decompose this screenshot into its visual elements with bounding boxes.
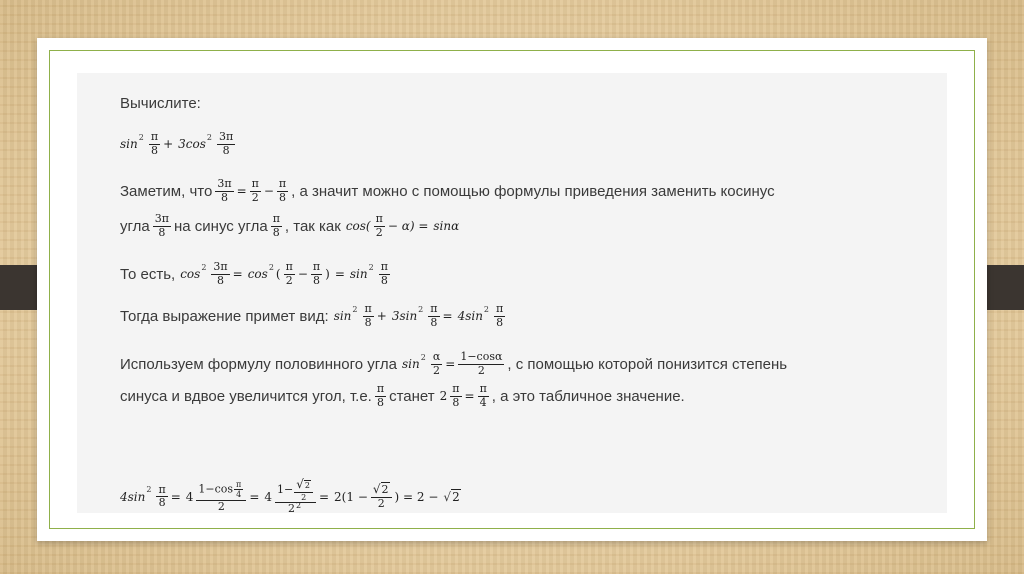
then-line: Тогда выражение примет вид: sin 2 $\frac{\pi}{8}$ + 3sin 2 $\frac{\pi}{8}$ = 4sin 2 $\frac{\pi}{8}$ — [120, 302, 504, 329]
plus-op: + — [163, 137, 174, 152]
slide — [37, 38, 987, 541]
calc-label: Вычислите: — [120, 95, 201, 112]
final-computation: 4sin 2 $\frac{\pi}{8}$ = 4 1−cos $\frac{\pi}{4}$ 2 = 4 1− $\frac{√2}{2}$ $2^2$ = 2(1 − $\frac{√2}{2}$ ) = 2 − √ 2 — [120, 477, 460, 515]
cos-fn: 3cos — [178, 137, 206, 152]
exp: 2 — [138, 132, 144, 142]
fraction-3pi-8: $\frac{3\pi}{8}$ — [218, 130, 234, 157]
note-line-1: Заметим, что $\frac{3\pi}{8}$ = $\frac{\pi}{2}$ − $\frac{\pi}{8}$ , а значит можно с помощью формулы приведения заменить косинус — [120, 177, 775, 204]
note-line-2: угла $\frac{3\pi}{8}$ на синус угла $\frac{\pi}{8}$ , так как cos( $\frac{\pi}{2}$ − α) = sinα — [120, 212, 460, 239]
heading-calc — [120, 95, 201, 112]
half-angle-line-2: синуса и вдвое увеличится угол, т.е. $\frac{\pi}{8}$ станет 2 $\frac{\pi}{8}$ = $\frac{\pi}{4}$ , а это табличное значение. — [120, 382, 685, 409]
sin-fn: sin — [120, 137, 138, 152]
that-is-line: То есть, cos 2 $\frac{3\pi}{8}$ = cos 2 ( $\frac{\pi}{2}$ − $\frac{\pi}{8}$ ) = sin 2 $\frac{\pi}{8}$ — [120, 260, 388, 287]
half-angle-line-1: Используем формулу половинного угла sin 2 $\frac{\alpha}{2}$ = $\frac{1-\cos\alpha}{2}$ , с помощью которой понизится степень — [120, 350, 788, 377]
slide-content — [77, 73, 947, 513]
expression-main: sin 2 $\frac{\pi}{8}$ + 3cos 2 $\frac{3\pi}{8}$ — [120, 130, 234, 157]
fraction-pi-8: $\frac{\pi}{8}$ — [150, 130, 159, 157]
